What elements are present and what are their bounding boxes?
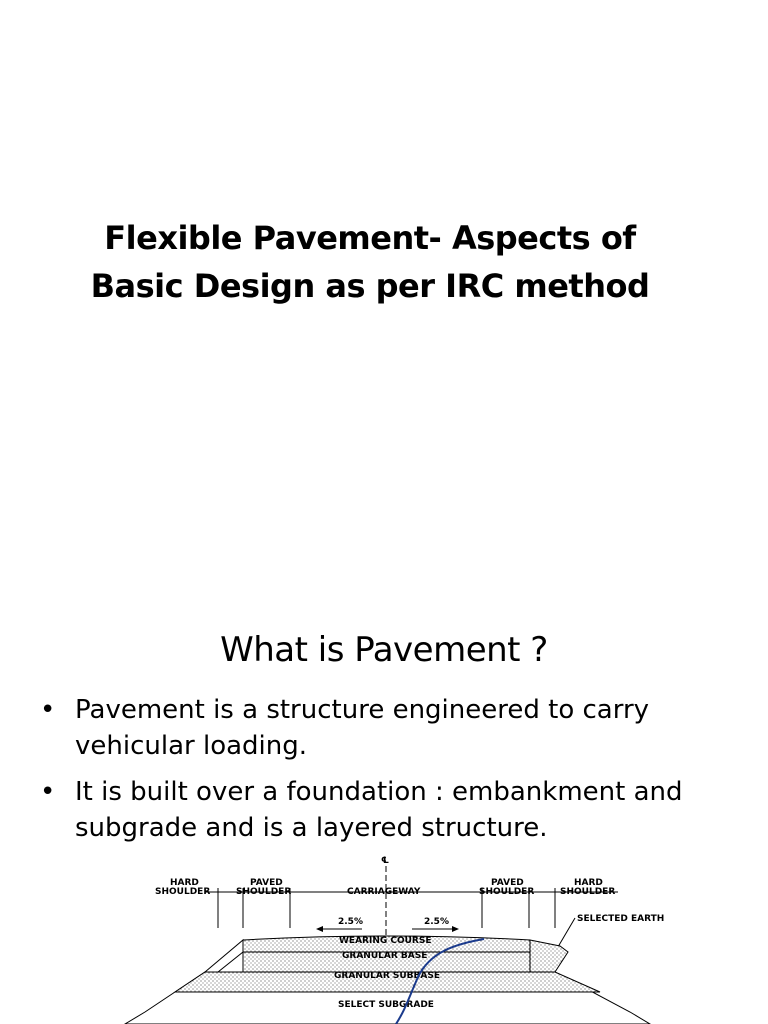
label-hard-shoulder-left-2: SHOULDER (155, 887, 211, 897)
slide-title (0, 214, 740, 310)
shoulder-slope-left (205, 940, 243, 972)
pavement-cross-section-diagram (0, 852, 768, 1024)
label-hard-shoulder-left-1: HARD (170, 878, 199, 888)
label-carriageway: CARRIAGEWAY (347, 887, 421, 897)
slide-title-line-2: Basic Design as per IRC method (90, 267, 650, 305)
bullet-list (40, 692, 740, 856)
bullet-item (40, 774, 740, 846)
slide-title-line-1: Flexible Pavement- Aspects of (104, 219, 636, 257)
bullet-text: Pavement is a structure engineered to carry vehicular loading. (75, 695, 650, 761)
label-paved-shoulder-right-2: SHOULDER (479, 887, 535, 897)
label-selected-earth: SELECTED EARTH (577, 914, 665, 924)
slide-2 (0, 600, 768, 1024)
bullet-icon: • (40, 777, 56, 807)
centerline-icon: ℄ (381, 856, 390, 866)
bullet-text: It is built over a foundation : embankment and subgrade and is a layered structure. (75, 777, 683, 843)
bullet-icon: • (40, 695, 56, 725)
section-title: What is Pavement ? (220, 630, 548, 670)
label-slope-left: 2.5% (338, 917, 363, 927)
arrowhead-icon (452, 926, 459, 932)
shoulder-slope-right (530, 940, 568, 972)
label-paved-shoulder-left-1: PAVED (250, 878, 283, 888)
label-hard-shoulder-right-2: SHOULDER (560, 887, 616, 897)
label-paved-shoulder-left-2: SHOULDER (236, 887, 292, 897)
bullet-item (40, 692, 740, 764)
label-slope-right: 2.5% (424, 917, 449, 927)
label-paved-shoulder-right-1: PAVED (491, 878, 524, 888)
label-hard-shoulder-right-1: HARD (574, 878, 603, 888)
arrowhead-icon (316, 926, 323, 932)
label-select-subgrade: SELECT SUBGRADE (338, 1000, 434, 1010)
label-wearing-course: WEARING COURSE (339, 936, 432, 946)
label-granular-base: GRANULAR BASE (342, 951, 428, 961)
label-granular-subbase: GRANULAR SUBBASE (334, 971, 440, 981)
